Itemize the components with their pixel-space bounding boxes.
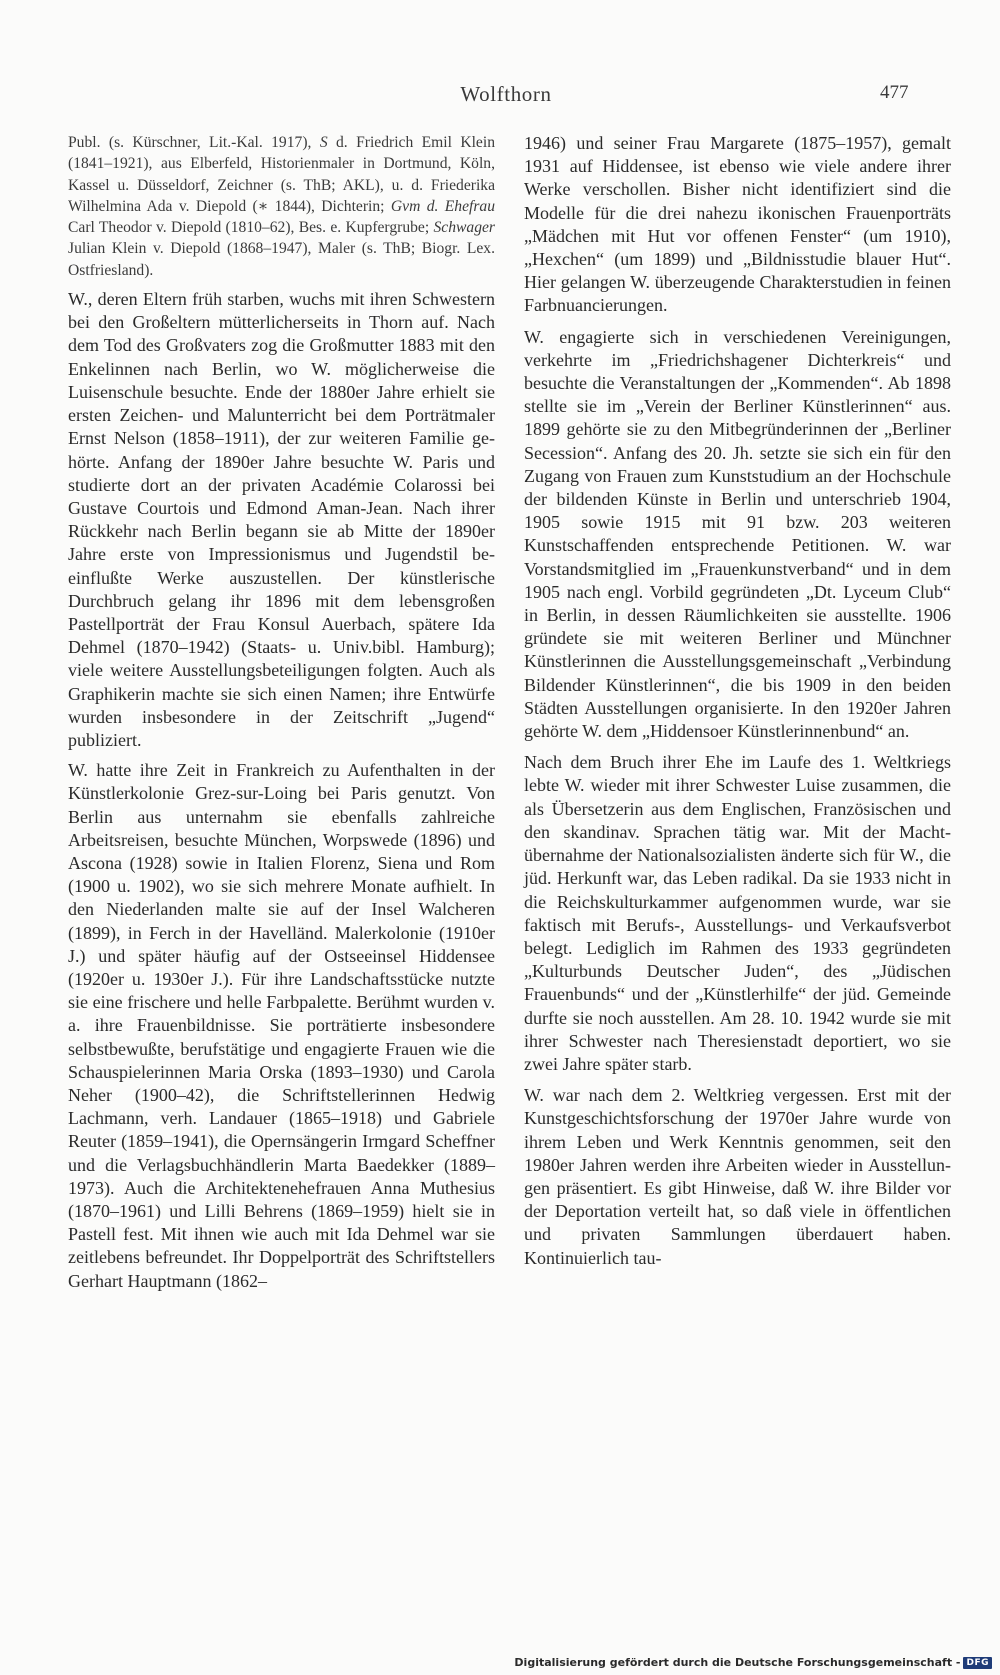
note-text: Julian Klein v. Diepold (1868–1947), Maler (s. ThB; Biogr. Lex. Ostfriesland). <box>68 240 495 279</box>
note-label-gvm: Gvm d. Ehefrau <box>390 197 495 215</box>
digitization-footer <box>514 1656 992 1669</box>
footer-credit-text: Digitalisierung gefördert durch die Deutsche Forschungsgemeinschaft - <box>514 1656 961 1669</box>
paragraph-associations: W. engagierte sich in verschiedenen Vereinigungen, verkehrte im „Friedrichshagener Dichterkreis“ und besuchte die Veranstaltungen der „Kommenden“. Ab 1898 stellte sie im „Verein der Berliner Künstlerinnen“ aus. 1899 gehörte sie zu den Mitbegründerinnen der „Berliner Secession“. Anfang des 20. Jh. setzte sie sich ein für den Zugang von Frauen zum Kunststudium an der Hochschule der bildenden Künste in Berlin und unterschrieb 1904, 1905 sowie 1915 mit 91 bzw. 203 weiteren Kunstschaffenden entsprechende Petitionen. W. war Vorstandsmitglied im „Frauenkunstverband“ und in dem 1905 nach engl. Vorbild gegründeten „Dt. Lyceum Club“ in Berlin, in dessen Räumlichkeiten sie ausstellte. 1906 gründete sie mit weiteren Berliner und Münchner Künstlerinnen die Ausstellungsgemeinschaft „Verbindung Bildender Künstlerinnen“, die bis 1909 in den beiden Städten Ausstellungen organisierte. In den 1920er Jahren gehörte W. dem „Hiddensoer Künstlerinnenbund“ an. <box>524 326 951 742</box>
note-label-s: S <box>319 134 328 151</box>
paragraph-rediscovery: W. war nach dem 2. Weltkrieg vergessen. Erst mit der Kunstgeschichtsforschung der 1970er Jahre wurde von ihrem Leben und Werk Kenntnis genommen, seit den 1980er Jahren werden ihre Arbeiten wieder in Ausstellungen präsentiert. Es gibt Hinweise, daß W. ihre Bilder vor der Deportation verteilt hat, so daß viele in öffentlichen und privaten Sammlungen überdauert haben. Kontinuierlich tau- <box>524 1085 951 1268</box>
left-column <box>68 132 495 1300</box>
note-text: Publ. (s. Kürschner, Lit.-Kal. 1917), <box>68 134 320 151</box>
note-label-schwager: Schwager <box>433 219 495 237</box>
right-column <box>524 132 951 1278</box>
paragraph-travels-portraits: W. hatte ihre Zeit in Frankreich zu Aufenthalten in der Künstlerkolonie Grez-sur-Loing bei Paris genutzt. Von Berlin aus unternahm sie ebenfalls zahlreiche Arbeitsreisen, besuchte München, Worpswede (1896) und Ascona (1928) sowie in Italien Florenz, Siena und Rom (1900 u. 1902), wo sie sich mehrere Monate aufhielt. In den Niederlanden malte sie auf der Insel Walcheren (1899), in Ferch in der Havelländ. Malerkolonie (1910er J.) und später häufig auf der Ostseeinsel Hiddensee (1920er u. 1930er J.). Für ihre Landschaftsstücke nutzte sie eine frischere und helle Farbpalette. Berühmt wurden v. a. ihre Frauenbildnisse. Sie porträtierte insbesondere selbstbewußte, berufstätige und engagierte Frauen wie die Schauspielerinnen Maria Orska (1893–1930) und Carola Neher (1900–42), die Schriftstellerinnen Hedwig Lachmann, verh. Landauer (1865–1918) und Gabriele Reuter (1859–1941), die Opernsängerin Irmgard Scheffner und die Verlagsbuchhändlerin Marta Baedekker (1889–1973). Auch die Architektenehefrauen Anna Muthesius (1870–1961) und Lilli Behrens (1869–1959) hielt sie in Pastell fest. Mit ihnen wie auch mit Ida Dehmel war sie zeitlebens befreundet. Ihr Doppelporträt des Schriftstellers Gerhart Hauptmann (1862– <box>68 760 495 1291</box>
paragraph-lost-works: 1946) und seiner Frau Margarete (1875–1957), gemalt 1931 auf Hiddensee, ist ebenso wie viele andere ihrer Werke verschollen. Bisher nicht identifiziert sind die Modelle für die drei nahezu ikonischen Frauenporträts „Mädchen mit Hut vor offenen Fenster“ (um 1910), „Hexchen“ (um 1899) und „Bildnisstudie blauer Hut“. Hier gelangen W. überzeugende Charakterstudien in feinen Farbnuancierungen. <box>524 133 951 316</box>
page-number: 477 <box>880 82 909 103</box>
dfg-logo-icon: DFG <box>963 1657 992 1669</box>
paragraph-early-life: W., deren Eltern früh starben, wuchs mit ihren Schwestern bei den Großeltern mütterlicherseits in Thorn auf. Nach dem Tod des Großvaters zog die Großmutter 1883 mit den Enkelinnen nach Berlin, wo W. möglicherweise die Luisenschule besuchte. Ende der 1880er Jahre erhielt sie ersten Zeichen- und Malunterricht bei dem Porträtmaler Ernst Nelson (1858–1911), der zur weiteren Familie gehörte. Anfang der 1890er Jahre besuchte W. Paris und studierte dort an der privaten Académie Colarossi bei Gustave Courtois und Edmond Aman-Jean. Nach ihrer Rückkehr nach Berlin begann sie ab Mitte der 1890er Jahre erste von Impressionismus und Jugendstil beeinflußte Werke auszustellen. Der künstlerische Durchbruch gelang ihr 1896 mit dem lebensgroßen Pastellporträt der Frau Konsul Auerbach, spätere Ida Dehmel (1870–1942) (Staats- u. Univ.bibl. Hamburg); viele weitere Ausstellungsbeteiligungen folgten. Auch als Graphikerin machte sie sich einen Namen; ihre Entwürfe wurden insbesondere in der Zeitschrift „Jugend“ publiziert. <box>68 289 495 750</box>
running-header-title: Wolfthorn <box>460 82 552 106</box>
publication-genealogy-note <box>68 132 495 281</box>
note-text: d. Friedrich Emil Klein (1841–1921), aus Elberfeld, Historienmaler in Dortmund, Köln, Kassel u. Düsseldorf, Zeichner (s. ThB; AKL), u. d. Friederika Wilhelmina Ada v. Diepold (∗ 1844), Dichterin; <box>68 134 495 215</box>
note-text: Carl Theodor v. Diepold (1810–62), Bes. e. Kupfergrube; <box>68 219 434 237</box>
paragraph-persecution: Nach dem Bruch ihrer Ehe im Laufe des 1. Weltkriegs lebte W. wieder mit ihrer Schwester Luise zusammen, die als Übersetzerin aus dem Englischen, Französischen und den skandinav. Sprachen tätig war. Mit der Machtübernahme der Nationalsozialisten änderte sich für W., die jüd. Herkunft war, das Leben radikal. Da sie 1933 nicht in die Reichskulturkammer aufgenommen wurde, war sie faktisch mit Berufs-, Ausstellungs- und Verkaufsverbot belegt. Lediglich im Rahmen des 1933 gegründeten „Kulturbunds Deutscher Juden“, des „Jüdischen Frauenbunds“ und der „Künstlerhilfe“ der jüd. Gemeinde durfte sie noch ausstellen. Am 28. 10. 1942 wurde sie mit ihrer Schwester nach Theresienstadt deportiert, wo sie zwei Jahre später starb. <box>524 752 951 1074</box>
